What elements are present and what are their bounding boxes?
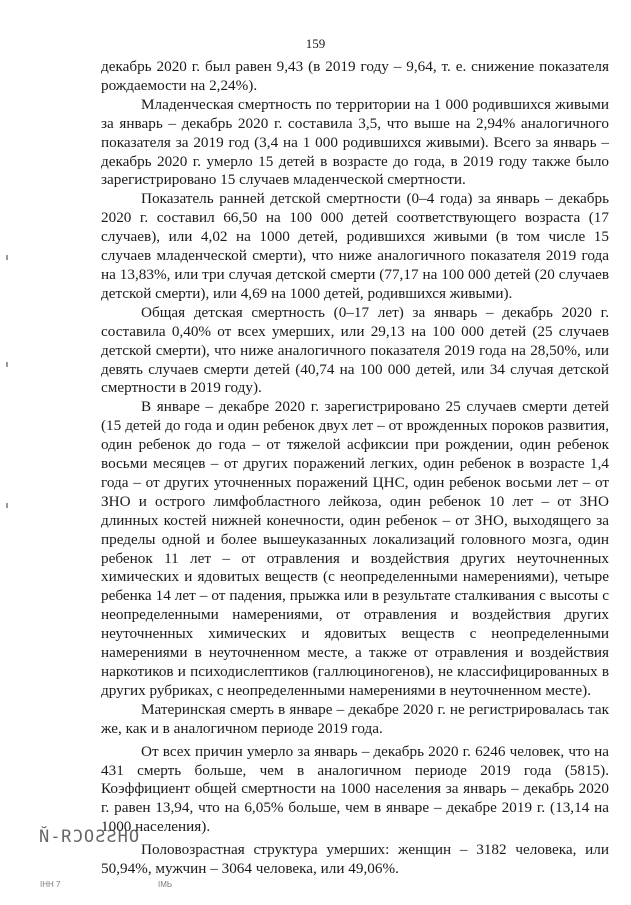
scan-edge-mark xyxy=(6,503,8,508)
footer-mark-right: ІМЬ xyxy=(158,880,173,889)
page-number: 159 xyxy=(305,36,326,51)
paragraph-maternal-mortality: Материнская смерть в январе – декабре 2020 г. не регистрировалась так же, как и в аналогичном периоде 2019 года. xyxy=(101,700,609,737)
paragraph-continuation: декабрь 2020 г. был равен 9,43 (в 2019 году – 9,64, т. е. снижение показателя рождаемости на 2,24%). xyxy=(101,58,609,94)
scan-edge-mark xyxy=(6,362,8,367)
paragraph-total-mortality: От всех причин умерло за январь – декабрь 2020 г. 6246 человек, что на 431 смерть больше, чем в аналогичном периоде 2019 года (5815). Коэффициент общей смертности на 1000 населения за январь – декабрь 2020 г. равен 13,94, что на 6,05% больше, чем в январе – декабре 2019 г. (13,14 на 1000 населения). xyxy=(101,742,609,836)
footer-mark-left: ІНН 7 xyxy=(40,880,61,889)
paragraph-early-child-mortality: Показатель ранней детской смертности (0–4 года) за январь – декабрь 2020 г. составил 66,50 на 100 000 детей соответствующего возраста (17 случаев), или 4,02 на 1000 детей, родившихся живыми (в том числе 15 случаев младенческой смерти), что ниже аналогичного показателя 2019 года на 13,83%, или три случая детской смерти (77,17 на 100 000 детей (20 случаев детской смерти), или 4,69 на 1000 детей, родившихся живыми). xyxy=(101,190,609,302)
paragraph-child-mortality: Общая детская смертность (0–17 лет) за январь – декабрь 2020 г. составила 0,40% от всех умерших, или 29,13 на 100 000 детей (25 случаев детской смерти), что ниже аналогичного показателя 2019 года на 28,50%, или девять случаев смерти детей (40,74 на 100 000 детей, или 34 случая детской смертности в 2019 году). xyxy=(101,303,609,397)
paragraph-infant-mortality: Младенческая смертность по территории на 1 000 родившихся живыми за январь – декабрь 2020 г. составила 3,5, что выше на 2,94% аналогичного показателя за 2019 год (3,4 на 1 000 родившихся живыми). Всего за январь – декабрь 2020 г. умерло 15 детей в возрасте до года, в 2019 году также было зарегистрировано 15 случаев младенческой смертности. xyxy=(101,95,609,189)
document-body xyxy=(101,58,609,879)
scan-edge-mark xyxy=(6,255,8,260)
scan-stamp: ОНЅЅОСЯ-Й xyxy=(38,827,140,847)
paragraph-death-cases: В январе – декабре 2020 г. зарегистрировано 25 случаев смерти детей (15 детей до года и один ребенок двух лет – от врожденных пороков развития, один ребенок до года – от тяжелой асфиксии при рождении, один ребенок восьми месяцев – от других поражений легких, один ребенок в возрасте 1,4 года – от других уточненных поражений ЦНС, один ребенок восьми лет – от ЗНО и острого лимфобластного лейкоза, один ребенок 10 лет – от ЗНО длинных костей нижней конечности, один ребенок – от ЗНО, выходящего за пределы одной и более вышеуказанных локализаций головного мозга, один ребенок 11 лет – от отравления и воздействия других неуточненных химических и ядовитых веществ (с неопределенными намерениями), четыре ребенка 14 лет – от падения, прыжка или в результате сталкивания с высоты с неопределенными намерениями, от отравления и воздействия других неуточненных химических и ядовитых веществ с неопределенными намерениями в неуточненном месте, а также от отравления и воздействия наркотиков и психодислептиков (галлюциногенов), не классифицированных в других рубриках, с неопределенными намерениями в неуточненном месте). xyxy=(101,398,609,699)
paragraph-sex-structure: Половозрастная структура умерших: женщин – 3182 человека, или 50,94%, мужчин – 3064 человека, или 49,06%. xyxy=(101,841,609,878)
